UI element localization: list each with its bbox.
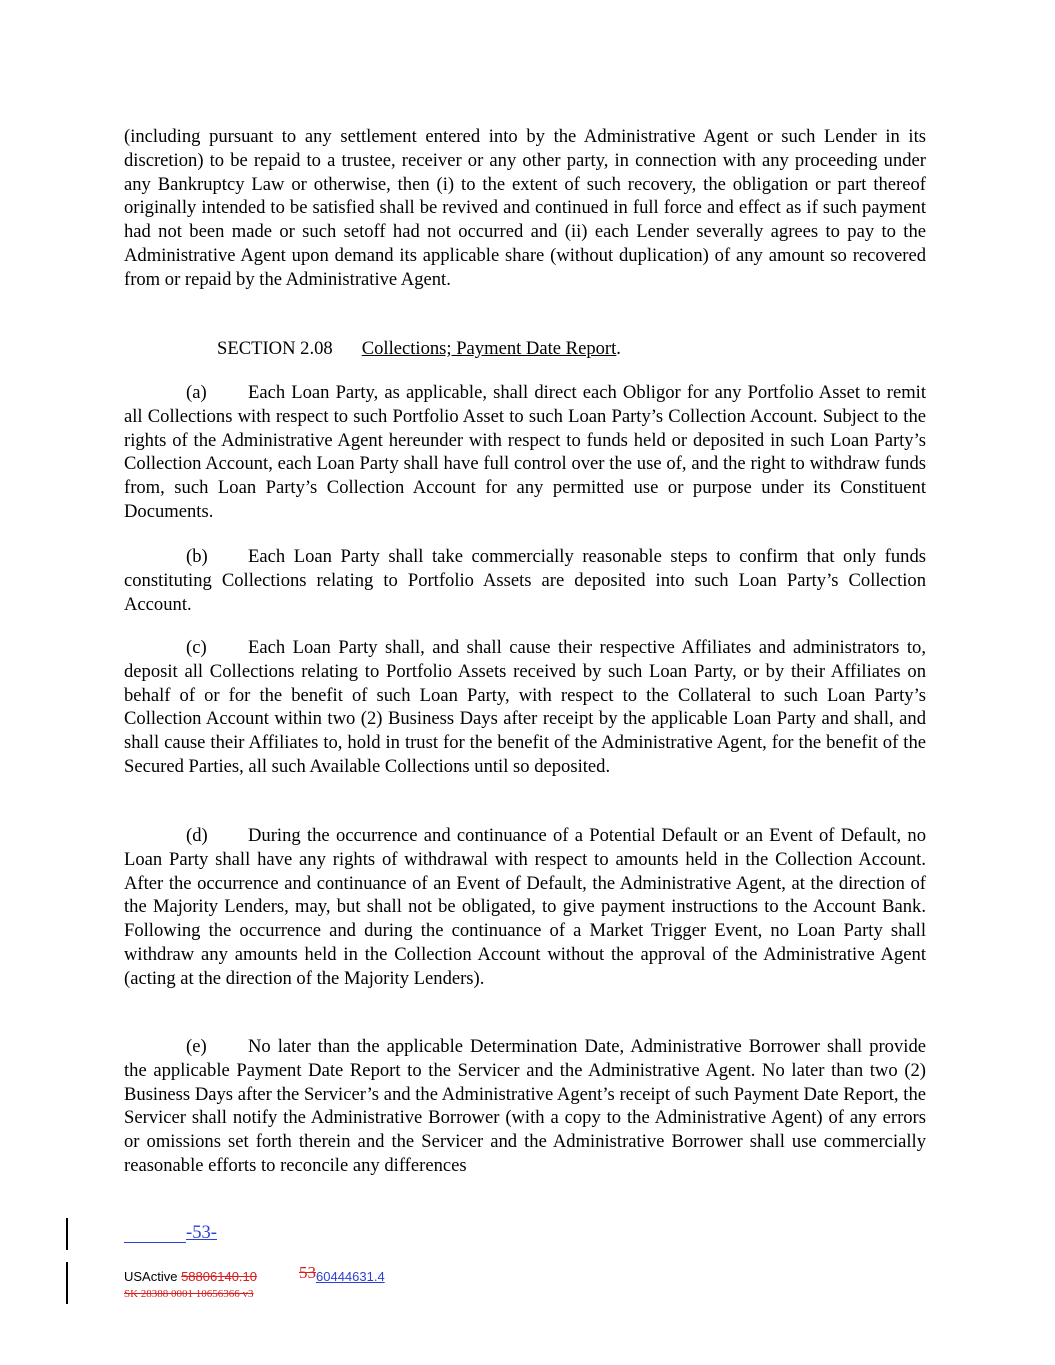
inserted-tab-underline xyxy=(124,1242,186,1243)
section-number: SECTION 2.08 xyxy=(217,338,333,359)
footer-doc-prefix: USActive xyxy=(124,1269,182,1284)
footer-doc-id-inserted: 60444631.4 xyxy=(316,1269,385,1284)
paragraph-a-label: (a) xyxy=(186,382,207,403)
paragraph-intro xyxy=(124,125,926,292)
change-bar xyxy=(66,1218,68,1250)
paragraph-d-text: During the occurrence and continuance of a Potential Default or an Event of Default, no Loan Party shall have any rights of withdrawal with respect to amounts held in the Collection Account. After the occurrence and continuance of an Event of Default, the Administrative Agent, at the direction of the Majority Lenders, may, but shall not be obligated, to give payment instructions to the Account Bank. Following the occurrence and during the continuance of a Market Trigger Event, no Loan Party shall withdraw any amounts held in the Collection Account without the approval of the Administrative Agent (acting at the direction of the Majority Lenders). xyxy=(124,825,926,989)
paragraph-c-text: Each Loan Party shall, and shall cause their respective Affiliates and administrators to, deposit all Collections relating to Portfolio Assets received by such Loan Party, or by their Affiliates on behalf of or for the benefit of such Loan Party, with respect to the Collateral to such Loan Party’s Collection Account within two (2) Business Days after receipt by the applicable Loan Party and shall, and shall cause their Affiliates to, hold in trust for the benefit of the Administrative Agent, for the benefit of the Secured Parties, all such Available Collections until so deposited. xyxy=(124,637,926,777)
paragraph-d-label: (d) xyxy=(186,825,208,846)
section-title-period: . xyxy=(616,338,621,359)
page-number: -53- xyxy=(186,1222,217,1243)
footer-doc-id-line xyxy=(124,1263,385,1286)
paragraph-e-label: (e) xyxy=(186,1036,207,1057)
footer-sk-reference-deleted: SK 28388 0001 10656366 v3 xyxy=(124,1288,254,1300)
paragraph-b-text: Each Loan Party shall take commercially reasonable steps to confirm that only funds constituting Collections relating to Portfolio Assets are deposited into such Loan Party’s Collection Account. xyxy=(124,546,926,615)
page-number-block xyxy=(124,1222,224,1246)
footer-old-page-number: 53 xyxy=(299,1263,316,1282)
paragraph-b-label: (b) xyxy=(186,546,208,567)
paragraph-b xyxy=(124,545,926,616)
paragraph-c xyxy=(124,636,926,779)
paragraph-intro-text: (including pursuant to any settlement entered into by the Administrative Agent or such Lender in its discretion) to be repaid to a trustee, receiver or any other party, in connection with any proceeding under any Bankruptcy Law or otherwise, then (i) to the extent of such recovery, the obligation or part thereof originally intended to be satisfied shall be revived and continued in full force and effect as if such payment had not been made or such setoff had not occurred and (ii) each Lender severally agrees to pay to the Administrative Agent upon demand its applicable share (without duplication) of any amount so recovered from or repaid by the Administrative Agent. xyxy=(124,126,926,290)
paragraph-e-text: No later than the applicable Determination Date, Administrative Borrower shall provide the applicable Payment Date Report to the Servicer and the Administrative Agent. No later than two (2) Business Days after the Servicer’s and the Administrative Agent’s receipt of such Payment Date Report, the Servicer shall notify the Administrative Borrower (with a copy to the Administrative Agent) of any errors or omissions set forth therein and the Servicer and the Administrative Borrower shall use commercially reasonable efforts to reconcile any differences xyxy=(124,1036,926,1176)
paragraph-a xyxy=(124,381,926,524)
paragraph-e xyxy=(124,1035,926,1178)
paragraph-d xyxy=(124,824,926,991)
section-title: Collections; Payment Date Report xyxy=(361,338,617,359)
paragraph-c-label: (c) xyxy=(186,637,207,658)
section-heading xyxy=(217,337,621,361)
footer-doc-id-deleted: 58806140.10 xyxy=(181,1269,257,1284)
paragraph-a-text: Each Loan Party, as applicable, shall direct each Obligor for any Portfolio Asset to remit all Collections with respect to such Portfolio Asset to such Loan Party’s Collection Account. Subject to the rights of the Administrative Agent hereunder with respect to funds held or deposited in such Loan Party’s Collection Account, each Loan Party shall have full control over the use of, and the right to withdraw funds from, such Loan Party’s Collection Account for any permitted use or purpose under its Constituent Documents. xyxy=(124,382,926,522)
change-bar xyxy=(66,1262,68,1304)
